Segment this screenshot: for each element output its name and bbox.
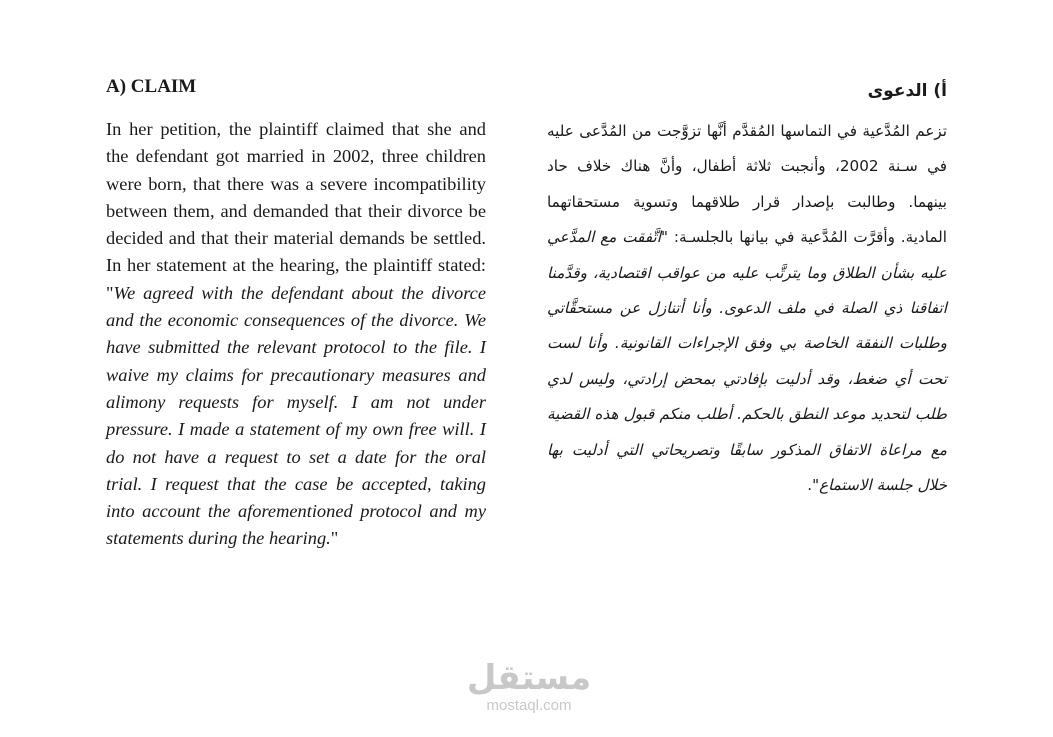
arabic-closing: ". <box>807 476 820 495</box>
english-closing: " <box>330 528 339 549</box>
arabic-paragraph <box>547 114 947 503</box>
watermark-logo: مستقل <box>466 658 592 698</box>
arabic-intro: تزعم المُدَّعية في التماسها المُقدَّم أنَّها تزوَّجت من المُدَّعى عليه في سـنة 2002، وأنجبت ثلاثة أطفال، وأنَّ هناك خلاف حاد بينهما. وطالبت بإصدار قرار طلاقهما وتسوية مستحقاتهما المادية. وأقرَّت المُدَّعية في بيانها بالجلسـة: " <box>547 122 947 247</box>
english-paragraph <box>106 116 486 553</box>
english-intro: In her petition, the plaintiff claimed that she and the defendant got married in 2002, three children were born, that there was a severe incompatibility between them, and demanded that their divorce be decided and that their material demands be settled. In her statement at the hearing, the plaintiff stated: " <box>106 119 486 303</box>
arabic-heading: أ) الدعوى <box>867 81 947 101</box>
arabic-column <box>547 76 947 503</box>
watermark <box>459 658 599 714</box>
english-heading: A) CLAIM <box>106 76 197 97</box>
english-quote: We agreed with the defendant about the divorce and the economic consequences of the divorce. We have submitted the relevant protocol to the file. I waive my claims for precautionary measures and alimony requests for myself. I am not under pressure. I made a statement of my own free will. I do not have a request to set a date for the oral trial. I request that the case be accepted, taking into account the aforementioned protocol and my statements during the hearing. <box>106 282 486 549</box>
watermark-url: mostaql.com <box>486 697 572 714</box>
arabic-quote: اتَّفقت مع المدَّعي عليه بشأن الطلاق وما يترتَّب عليه من عواقب اقتصادية، وقدَّمنا اتفاقنا ذي الصلة في ملف الدعوى. وأنا أتنازل عن مستحقَّاتي وطلبات النفقة الخاصة بي وفق الإجراءات القانونية. وأنا لست تحت أي ضغط، وقد أدليت بإفادتي بمحض إرادتي، وليس لدي طلب لتحديد موعد النطق بالحكم. أطلب منكم قبول هذه القضية مع مراعاة الاتفاق المذكور سابقًا وتصريحاتي التي أدليت بها خلال جلسة الاستماع <box>547 228 947 495</box>
english-column <box>106 72 486 553</box>
